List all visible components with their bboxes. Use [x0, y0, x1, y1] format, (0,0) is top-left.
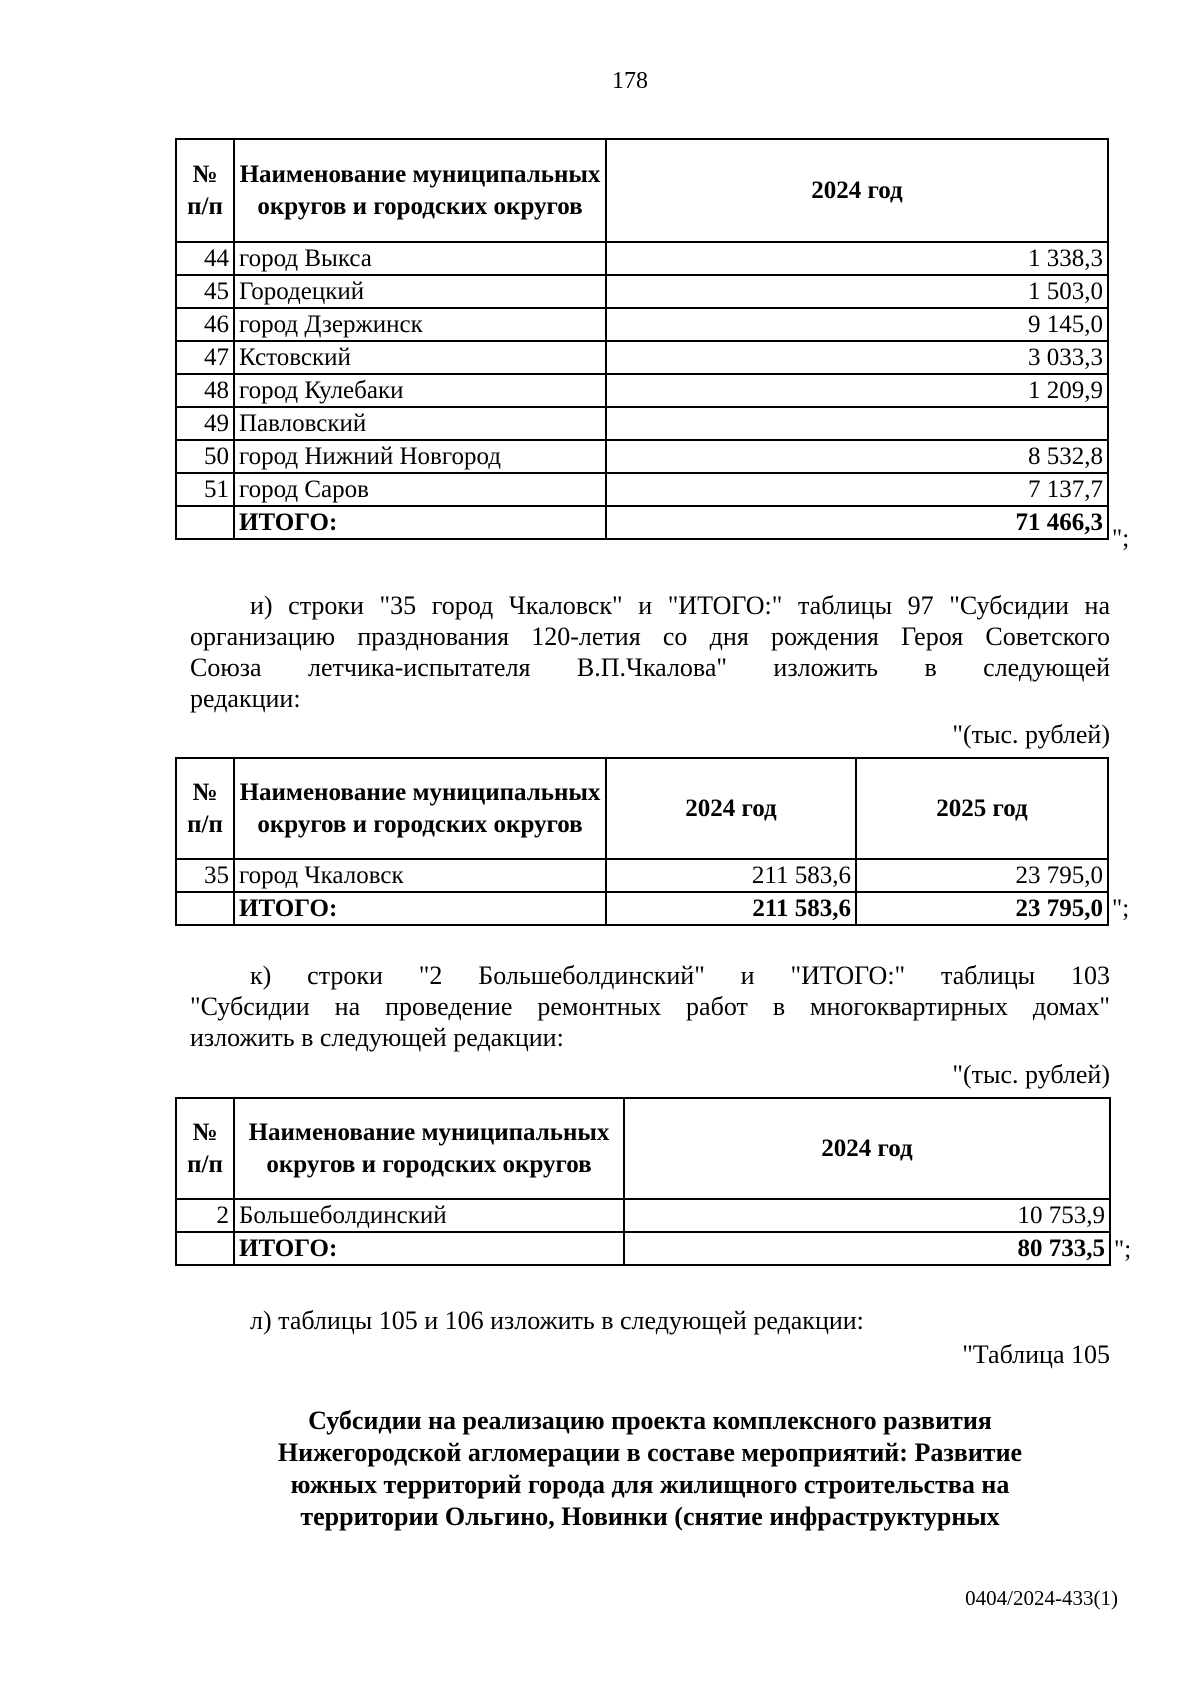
row-name: Кстовский — [234, 341, 606, 374]
row-name: Большеболдинский — [234, 1199, 624, 1232]
row-name: город Кулебаки — [234, 374, 606, 407]
row-value-2024: 1 209,9 — [606, 374, 1108, 407]
total-value-2025: 23 795,0 — [856, 892, 1108, 925]
paragraph-i-line: редакции: — [190, 684, 301, 713]
header-2024: 2024 год — [606, 139, 1108, 242]
paragraph-k-line: изложить в следующей редакции: — [190, 1023, 564, 1052]
row-name: Павловский — [234, 407, 606, 440]
total-row — [176, 892, 1108, 925]
row-number: 47 — [176, 341, 234, 374]
row-value-2024: 211 583,6 — [606, 859, 856, 892]
header-name: Наименование муниципальных округов и городских округов — [234, 139, 606, 242]
total-label: ИТОГО: — [234, 506, 606, 539]
table-row — [176, 859, 1108, 892]
row-name: город Саров — [234, 473, 606, 506]
row-number: 48 — [176, 374, 234, 407]
page-number: 178 — [612, 68, 648, 94]
row-name: Городецкий — [234, 275, 606, 308]
table-header-row — [176, 1098, 1110, 1199]
table-row — [176, 275, 1108, 308]
table-row — [176, 242, 1108, 275]
row-number: 2 — [176, 1199, 234, 1232]
row-value-2024 — [606, 407, 1108, 440]
row-name: город Нижний Новгород — [234, 440, 606, 473]
table-2-closing-quote: "; — [1112, 895, 1130, 922]
total-label: ИТОГО: — [234, 1232, 624, 1265]
table-row — [176, 308, 1108, 341]
row-value-2024: 10 753,9 — [624, 1199, 1110, 1232]
table-row — [176, 473, 1108, 506]
table-row — [176, 374, 1108, 407]
table-105-title — [180, 1405, 1120, 1533]
unit-label: "(тыс. рублей) — [952, 720, 1110, 749]
paragraph-k-line: "Субсидии на проведение ремонтных работ в многоквартирных домах" — [190, 992, 1110, 1021]
document-code: 0404/2024-433(1) — [965, 1586, 1118, 1610]
total-value-2024: 71 466,3 — [606, 506, 1108, 539]
total-number-cell — [176, 506, 234, 539]
row-value-2025: 23 795,0 — [856, 859, 1108, 892]
row-value-2024: 7 137,7 — [606, 473, 1108, 506]
row-name: город Дзержинск — [234, 308, 606, 341]
table-header-row — [176, 758, 1108, 859]
table-1 — [175, 138, 1109, 540]
total-row — [176, 1232, 1110, 1265]
paragraph-k-line: к) строки "2 Большеболдинский" и "ИТОГО:" таблицы 103 — [250, 961, 1110, 990]
row-number: 51 — [176, 473, 234, 506]
table-3 — [175, 1097, 1111, 1266]
row-number: 49 — [176, 407, 234, 440]
row-value-2024: 1 503,0 — [606, 275, 1108, 308]
header-name: Наименование муниципальных округов и городских округов — [234, 758, 606, 859]
row-number: 44 — [176, 242, 234, 275]
unit-label: "(тыс. рублей) — [952, 1060, 1110, 1089]
row-number: 45 — [176, 275, 234, 308]
total-number-cell — [176, 1232, 234, 1265]
total-number-cell — [176, 892, 234, 925]
header-2024: 2024 год — [606, 758, 856, 859]
total-label: ИТОГО: — [234, 892, 606, 925]
row-name: город Чкаловск — [234, 859, 606, 892]
title-line: Нижегородской агломерации в составе мероприятий: Развитие — [277, 1438, 1023, 1467]
paragraph-i-line: Союза летчика-испытателя В.П.Чкалова" изложить в следующей — [190, 653, 1110, 682]
row-value-2024: 8 532,8 — [606, 440, 1108, 473]
table-3-closing-quote: "; — [1114, 1236, 1132, 1263]
row-number: 35 — [176, 859, 234, 892]
paragraph-i — [190, 590, 1110, 714]
row-number: 46 — [176, 308, 234, 341]
total-value-2024: 211 583,6 — [606, 892, 856, 925]
row-number: 50 — [176, 440, 234, 473]
row-value-2024: 9 145,0 — [606, 308, 1108, 341]
table-row — [176, 1199, 1110, 1232]
table-row — [176, 341, 1108, 374]
total-row — [176, 506, 1108, 539]
table-2 — [175, 757, 1109, 926]
total-value-2024: 80 733,5 — [624, 1232, 1110, 1265]
paragraph-l — [190, 1305, 1110, 1336]
title-line: Субсидии на реализацию проекта комплексного развития — [308, 1406, 992, 1435]
header-2025: 2025 год — [856, 758, 1108, 859]
header-number: № п/п — [176, 1098, 234, 1199]
header-name: Наименование муниципальных округов и городских округов — [234, 1098, 624, 1199]
table-header-row — [176, 139, 1108, 242]
paragraph-k — [190, 960, 1110, 1053]
header-number: № п/п — [176, 139, 234, 242]
header-2024: 2024 год — [624, 1098, 1110, 1199]
row-value-2024: 1 338,3 — [606, 242, 1108, 275]
header-number: № п/п — [176, 758, 234, 859]
table-105-label: "Таблица 105 — [962, 1340, 1110, 1369]
table-row — [176, 440, 1108, 473]
title-line: территории Ольгино, Новинки (снятие инфраструктурных — [300, 1502, 1000, 1531]
table-1-closing-quote: "; — [1112, 525, 1130, 552]
paragraph-l-text: л) таблицы 105 и 106 изложить в следующей редакции: — [250, 1306, 864, 1335]
table-row — [176, 407, 1108, 440]
row-name: город Выкса — [234, 242, 606, 275]
title-line: южных территорий города для жилищного строительства на — [290, 1470, 1010, 1499]
paragraph-i-line: организацию празднования 120-летия со дня рождения Героя Советского — [190, 622, 1110, 651]
row-value-2024: 3 033,3 — [606, 341, 1108, 374]
paragraph-i-line: и) строки "35 город Чкаловск" и "ИТОГО:" таблицы 97 "Субсидии на — [250, 591, 1110, 620]
